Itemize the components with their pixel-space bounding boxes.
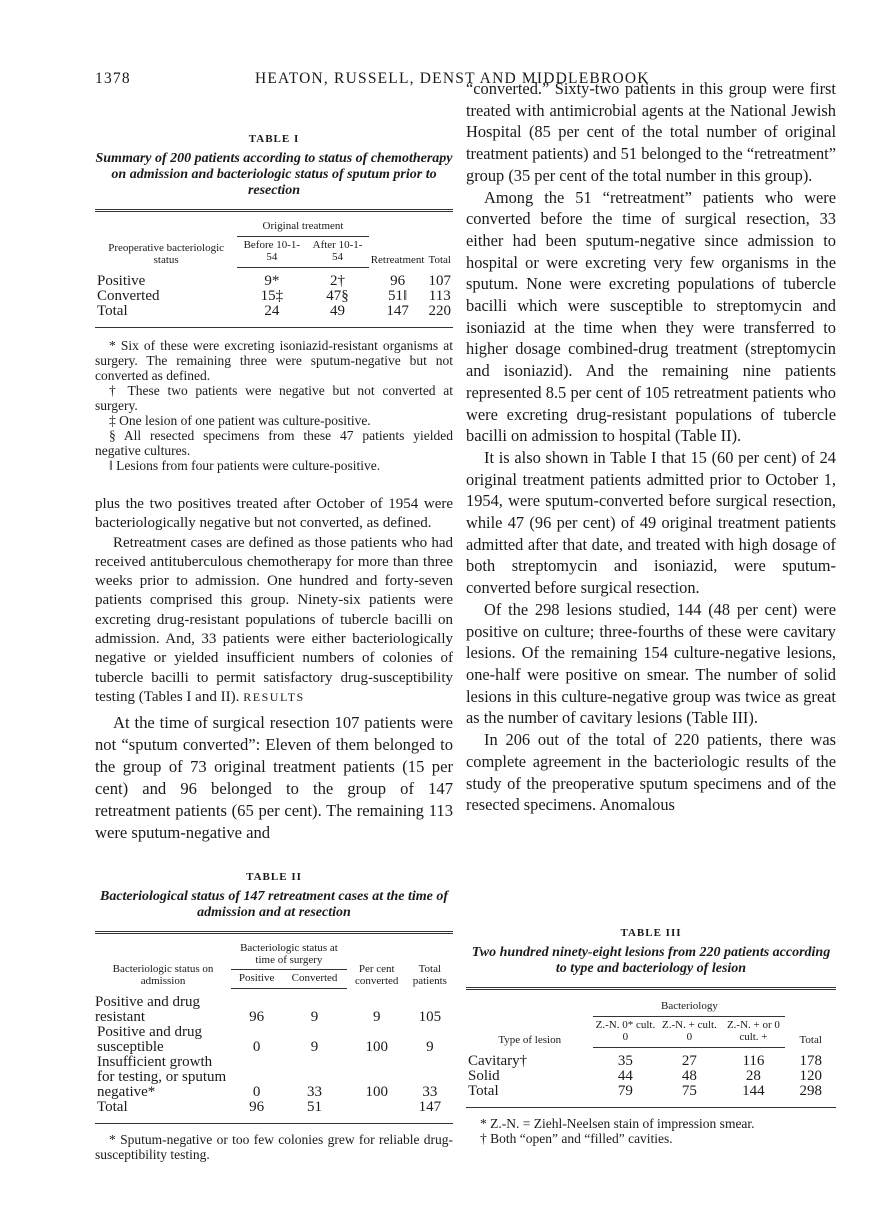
- results-text: [95, 712, 453, 844]
- cell: 0: [252, 1038, 261, 1055]
- column-header: Preoperative bacteriologic status: [108, 241, 225, 266]
- cell: 113: [428, 288, 451, 304]
- cell: 2†: [330, 273, 346, 289]
- table-1: [95, 133, 453, 473]
- cell: 120: [799, 1068, 822, 1084]
- table-caption: Bacteriological status of 147 retreatment cases at the time of admission and at resection: [99, 889, 449, 920]
- table-row: [95, 1025, 453, 1055]
- cell: 9: [372, 1008, 381, 1025]
- column-header: Z.-N. 0* cult. 0: [593, 1017, 657, 1048]
- group-header: Original treatment: [237, 211, 368, 237]
- cell: 96: [390, 272, 406, 289]
- cell: 33: [307, 1083, 323, 1100]
- table-caption: Two hundred ninety-eight lesions from 220 patients according to type and bacteriology of lesion: [471, 945, 831, 976]
- column-header: Bacteriologic status on admission: [112, 962, 214, 987]
- table-row: [466, 1069, 836, 1084]
- table-caption: Summary of 200 patients according to status of chemotherapy on admission and bacteriologic status of sputum prior to resection: [95, 151, 453, 198]
- table-3: [466, 927, 836, 1146]
- footnote: ‡ One lesion of one patient was culture-positive.: [109, 413, 371, 428]
- paragraph: “converted.” Sixty-two patients in this group were first treated with antimicrobial agents at the National Jewish Hospital (85 per cent of the total number of original treatment patients) and 51 belonged to the “retreatment” group (35 per cent of the total number in this group).: [466, 79, 836, 185]
- cell: 9: [310, 1038, 319, 1055]
- cell: 48: [681, 1068, 697, 1084]
- cell: 75: [681, 1083, 697, 1099]
- paragraph: At the time of surgical resection 107 patients were not “sputum converted”: Eleven of them belonged to the group of 73 original treatment patients (15 per cent) and 96 belonged to the group of 147 retreatment patients (65 per cent). The remaining 113 were sputum-negative and: [95, 713, 453, 842]
- column-header: Total: [799, 1033, 822, 1046]
- footnote: ‖ Lesions from four patients were culture-positive.: [109, 458, 381, 473]
- row-label: Cavitary†: [468, 1052, 528, 1069]
- footnote: † Both “open” and “filled” cavities.: [480, 1131, 673, 1146]
- cell: 33: [422, 1083, 438, 1100]
- cell: 79: [617, 1083, 633, 1099]
- footnote: * Sputum-negative or too few colonies grew for reliable drug-susceptibility testing.: [95, 1131, 453, 1162]
- paragraph: Retreatment cases are defined as those patients who had received antituberculous chemotherapy for more than three weeks prior to admission. One hundred and forty-seven patients comprised this group. Ninety-six patients were excreting drug-resistant populations of tubercle bacilli on admission. And, 33 patients were either bacteriologically negative or yielded insufficient numbers of colonies of tubercle bacilli to permit satisfactory drug-susceptibility testing (Tables I and II).: [95, 534, 453, 705]
- footnote: * Z.-N. = Ziehl-Neelsen stain of impression smear.: [480, 1116, 755, 1131]
- table-2: [95, 871, 453, 1162]
- row-label: Total: [468, 1083, 499, 1099]
- table-row: [95, 268, 453, 290]
- data-table: [95, 931, 453, 1124]
- table-row: [466, 1084, 836, 1108]
- table-label: TABLE II: [246, 871, 302, 883]
- table-footnotes: [95, 338, 453, 473]
- page-number: 1378: [95, 70, 131, 87]
- table-row: [95, 989, 453, 1025]
- table-row: [95, 1100, 453, 1124]
- cell: 220: [428, 303, 451, 319]
- column-header: Positive: [231, 970, 282, 989]
- column-header: Z.-N. + cult. 0: [657, 1017, 721, 1048]
- cell: 47§: [326, 288, 349, 304]
- row-label: Positive: [97, 272, 146, 289]
- paragraph: Of the 298 lesions studied, 144 (48 per cent) were positive on culture; three-fourths of these were cavitary lesions. Of the remaining 154 culture-negative lesions, one-half were positive on smear. The number of solid lesions in this culture-negative group was twice as great as the number of cavitary lesions (Table III).: [466, 599, 836, 728]
- row-label: Total: [97, 1098, 128, 1115]
- cell: 100: [365, 1038, 388, 1055]
- table-row: [95, 304, 453, 328]
- cell: 105: [418, 1008, 442, 1025]
- column-header: Z.-N. + or 0 cult. +: [721, 1017, 785, 1048]
- row-label: Insufficient growth for testing, or sputum negative*: [97, 1053, 227, 1100]
- group-header: Bacteriologic status at time of surgery: [231, 933, 347, 970]
- cell: 24: [264, 303, 280, 319]
- cell: 298: [799, 1083, 822, 1099]
- cell: 9: [426, 1038, 434, 1055]
- cell: 49: [330, 303, 346, 319]
- row-label: Solid: [468, 1068, 500, 1084]
- row-label: Positive and drug susceptible: [97, 1023, 202, 1055]
- body-text-left: [95, 495, 453, 707]
- group-header: Bacteriology: [593, 989, 785, 1017]
- cell: 44: [617, 1068, 633, 1084]
- column-header: Type of lesion: [498, 1033, 562, 1046]
- cell: 116: [742, 1053, 765, 1069]
- table-footnotes: [466, 1116, 836, 1146]
- row-label: Converted: [97, 288, 160, 304]
- row-label: Positive and drug resistant: [95, 993, 200, 1025]
- body-text-right: [466, 78, 836, 816]
- cell: 9*: [264, 273, 280, 289]
- cell: 51‖: [387, 288, 408, 304]
- table-row: [95, 1055, 453, 1100]
- table-label: TABLE I: [248, 133, 300, 145]
- column-header: Before 10-1-54: [237, 237, 306, 268]
- cell: 51: [307, 1098, 323, 1115]
- cell: [347, 1100, 407, 1124]
- column-header: Converted: [282, 970, 347, 989]
- data-table: [466, 987, 836, 1108]
- table-row: [466, 1048, 836, 1070]
- paragraph: In 206 out of the total of 220 patients, there was complete agreement in the bacteriologic results of the study of the preoperative sputum specimens and of the resected specimens. Anomalous: [466, 730, 836, 815]
- table-row: [95, 289, 453, 304]
- row-label: Total: [97, 303, 128, 319]
- cell: 9: [310, 1008, 319, 1025]
- cell: 144: [742, 1083, 765, 1099]
- cell: 28: [745, 1068, 761, 1084]
- cell: 96: [249, 1098, 265, 1115]
- cell: 178: [799, 1052, 822, 1069]
- paragraph: plus the two positives treated after October of 1954 were bacteriologically negative but not converted, as defined.: [95, 496, 453, 532]
- cell: 96: [249, 1008, 265, 1025]
- cell: 0: [252, 1083, 261, 1100]
- footnote: * Six of these were excreting isoniazid-resistant organisms at surgery. The remaining three were sputum-negative but not converted as defined.: [95, 338, 453, 383]
- column-header: Total patients: [412, 962, 447, 987]
- cell: 35: [617, 1053, 633, 1069]
- footnote: § All resected specimens from these 47 patients yielded negative cultures.: [95, 428, 453, 458]
- cell: 27: [681, 1053, 697, 1069]
- table-label: TABLE III: [620, 927, 682, 939]
- cell: 107: [428, 272, 451, 289]
- cell: 15‡: [260, 288, 284, 304]
- footnote: † These two patients were negative but not converted at surgery.: [95, 383, 453, 413]
- column-header: Total: [428, 253, 451, 266]
- cell: 147: [418, 1098, 442, 1115]
- paragraph: Among the 51 “retreatment” patients who were converted before the time of surgical resection, 33 either had been sputum-negative since admission to hospital or were excreting very few organisms in the sputum. None were excreting populations of tubercle bacilli which were susceptible to streptomycin and isoniazid at the time when they were transferred to higher dosage combined-drug treatment (streptomycin and isoniazid). And the remaining nine patients represented 8.5 per cent of 105 retreatment patients who were excreting drug-resistant populations of tubercle bacilli on admission to hospital (Table II).: [466, 187, 836, 446]
- cell: 100: [365, 1083, 388, 1100]
- data-table: [95, 209, 453, 328]
- paragraph: It is also shown in Table I that 15 (60 per cent) of 24 original treatment patients admitted prior to October 1, 1954, were sputum-converted before surgical resection, while 47 (96 per cent) of 49 original treatment patients admitted after that date, and treated with high dosage of both streptomycin and isoniazid, were sputum-converted before surgical resection.: [466, 447, 836, 598]
- column-header: Retreatment: [370, 253, 425, 266]
- cell: 147: [386, 303, 409, 319]
- column-header: Per cent converted: [355, 962, 399, 987]
- column-header: After 10-1-54: [306, 237, 368, 268]
- table-footnotes: [95, 1132, 453, 1162]
- running-title: HEATON, RUSSELL, DENST AND MIDDLEBROOK: [255, 70, 650, 87]
- section-heading: RESULTS: [243, 690, 305, 704]
